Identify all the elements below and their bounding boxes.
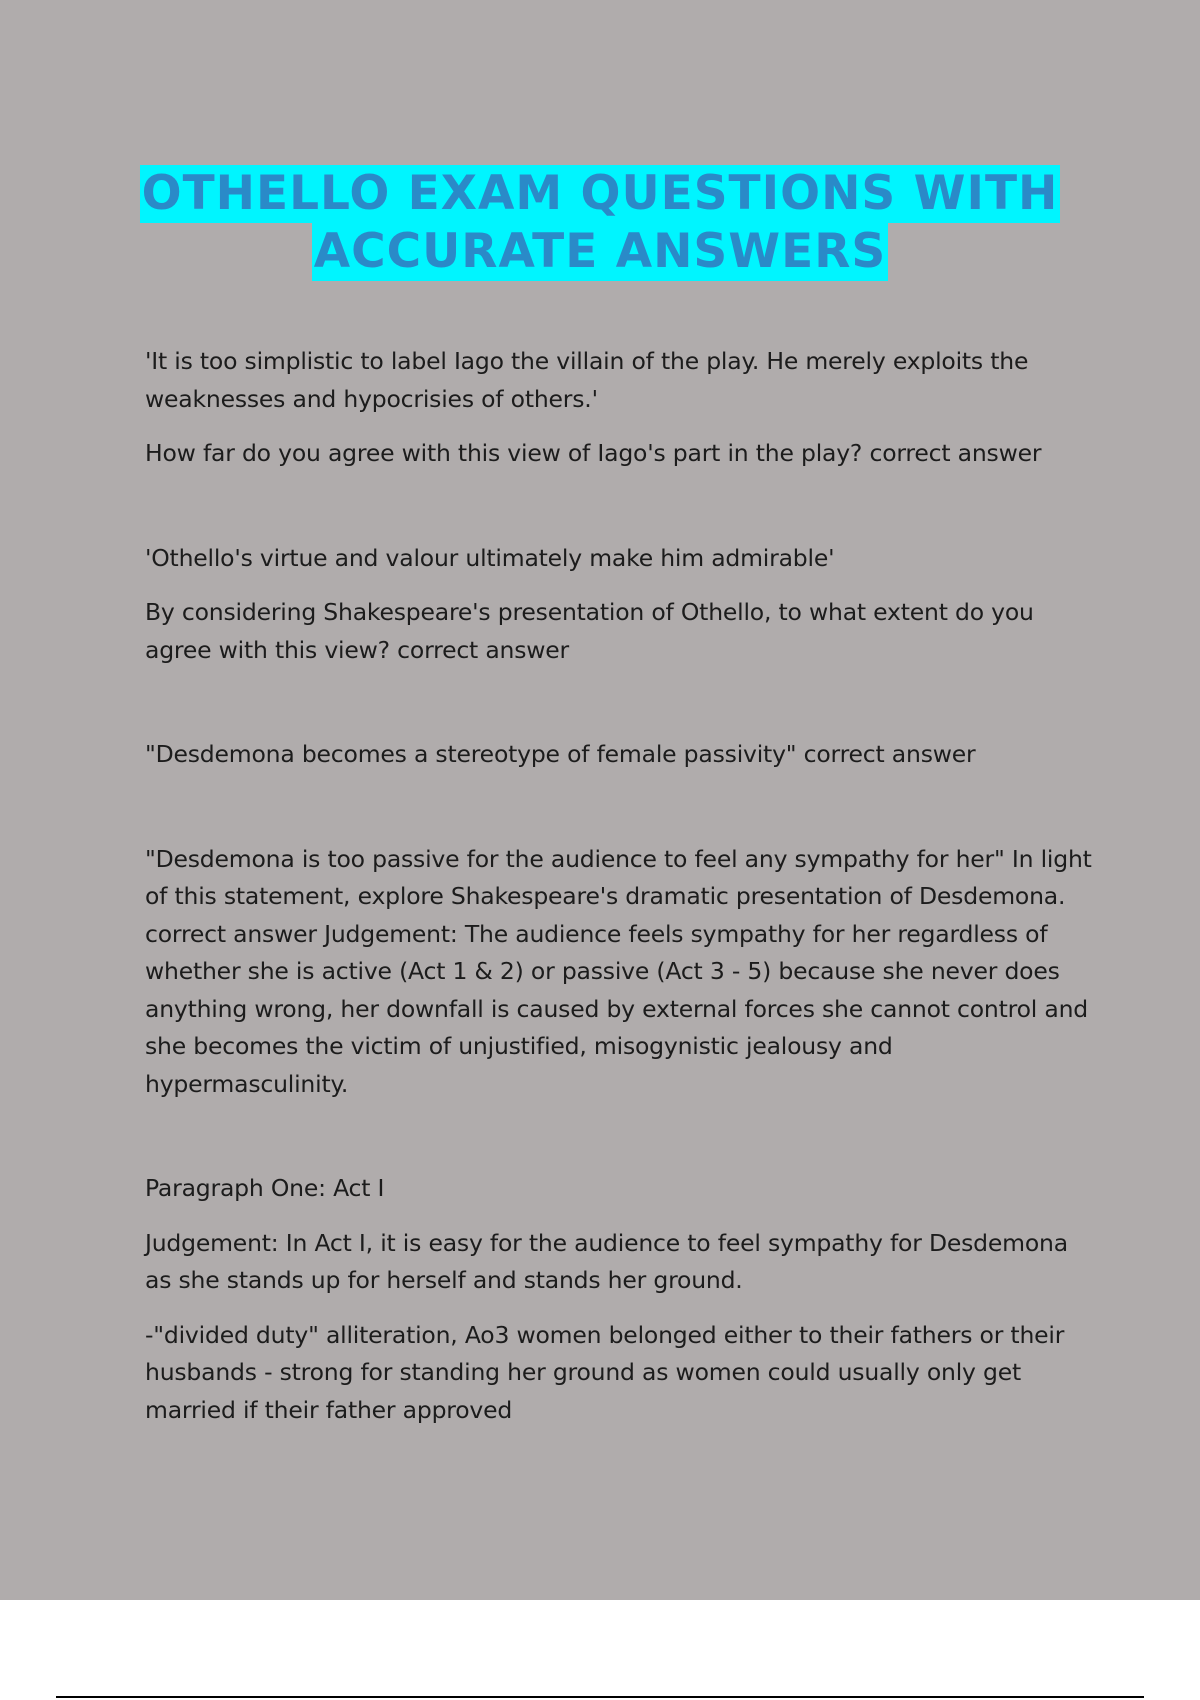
question-2-quote: 'Othello's virtue and valour ultimately make him admirable' xyxy=(145,543,835,572)
document-title xyxy=(0,165,1200,281)
paragraph-heading: Paragraph One: Act I xyxy=(145,1174,385,1202)
question-2-prompt: By considering Shakespeare's presentation of Othello, to what extent do you agree with this view? correct answer xyxy=(145,598,1034,664)
question-1-quote: 'It is too simplistic to label Iago the villain of the play. He merely exploits the weaknesses and hypocrisies of others.' xyxy=(145,347,1029,413)
question-4-with-answer: "Desdemona is too passive for the audience to feel any sympathy for her" In light of this statement, explore Shakespeare's dramatic presentation of Desdemona. correct answer Judgement: The audience feels sympathy for her regardless of whether she is active (Act 1 & 2) or passive (Act 3 - 5) because she never does anything wrong, her downfall is caused by external forces she cannot control and she becomes the victim of unjustified, misogynistic jealousy and hypermasculinity. xyxy=(145,844,1092,1098)
document-body xyxy=(145,343,1095,1446)
title-line-2: ACCURATE ANSWERS xyxy=(313,224,887,279)
title-line-1: OTHELLO EXAM QUESTIONS WITH xyxy=(141,166,1059,221)
question-3: "Desdemona becomes a stereotype of female passivity" correct answer xyxy=(145,740,976,768)
footer-divider xyxy=(56,1696,1144,1698)
judgement-text: Judgement: In Act I, it is easy for the audience to feel sympathy for Desdemona as she stands up for herself and stands her ground. xyxy=(145,1228,1068,1294)
question-1-prompt: How far do you agree with this view of Iago's part in the play? correct answer xyxy=(145,439,1042,467)
evidence-text: -"divided duty" alliteration, Ao3 women belonged either to their fathers or their husbands - strong for standing her ground as women could usually only get married if their father approved xyxy=(145,1320,1065,1424)
